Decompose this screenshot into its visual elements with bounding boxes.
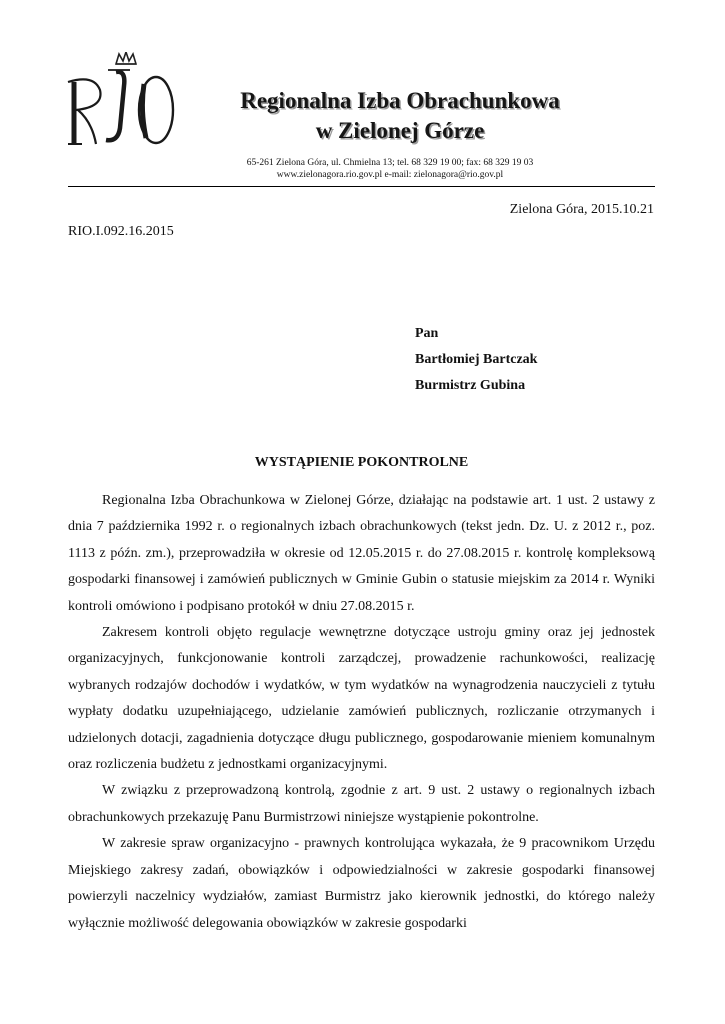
document-date: Zielona Góra, 2015.10.21	[509, 202, 654, 217]
paragraph: Regionalna Izba Obrachunkowa w Zielonej Górze, działając na podstawie art. 1 ust. 2 ustawy z dnia 7 października 1992 r. o regionalnych izbach obrachunkowych (tekst jedn. Dz. U. z 2012 r., poz. 1113 z późn. zm.), przeprowadziła w okresie od 12.05.2015 r. do 27.08.2015 r. kontrolę kompleksową gospodarki finansowej i zamówień publicznych w Gminie Gubin o statusie miejskim za 2014 r. Wyniki kontroli omówiono i podpisano protokół w dniu 27.08.2015 r.	[68, 493, 655, 614]
document-title: WYSTĄPIENIE POKONTROLNE	[254, 455, 469, 470]
paragraph: W zakresie spraw organizacyjno - prawnych kontrolująca wykazała, że 9 pracownikom Urzędu Miejskiego zakresy zadań, obowiązków i odpowiedzialności w zakresie gospodarki finansowej powierzyli naczelnicy wydziałów, zamiast Burmistrz jako kierownik jednostki, do którego należy wyłącznie możliwość delegowania obowiązków w zakresie gospodarki	[68, 836, 655, 931]
logo-text: RIO	[64, 52, 66, 53]
contact-address: 65-261 Zielona Góra, ul. Chmielna 13; tel. 68 329 19 00; fax: 68 329 19 03	[246, 158, 534, 168]
org-name-line2: w Zielonej Górze	[315, 118, 485, 143]
crown-icon	[116, 52, 136, 64]
document-body	[68, 488, 655, 937]
paragraph: W związku z przeprowadzoną kontrolą, zgodnie z art. 9 ust. 2 ustawy o regionalnych izbach obrachunkowych przekazuję Panu Burmistrzowi niniejsze wystąpienie pokontrolne.	[68, 783, 655, 825]
recipient-name: Bartłomiej Bartczak	[415, 352, 538, 367]
rio-logo	[64, 52, 184, 152]
org-name-line1: Regionalna Izba Obrachunkowa	[240, 88, 560, 113]
recipient-salutation: Pan	[415, 326, 439, 341]
header-divider	[68, 186, 655, 187]
paragraph: Zakresem kontroli objęto regulacje wewnętrzne dotyczące ustroju gminy oraz jej jednostek organizacyjnych, funkcjonowanie kontroli zarządczej, prowadzenie rachunkowości, realizację wybranych rodzajów dochodów i wydatków, w tym wydatków na wynagrodzenia nauczycieli z tytułu wypłaty dodatku uzupełniającego, udzielanie zamówień publicznych, rozliczanie otrzymanych i udzielonych dotacji, zagadnienia dotyczące długu publicznego, gospodarowanie mieniem komunalnym oraz rozliczenia budżetu z jednostkami organizacyjnymi.	[68, 625, 655, 773]
recipient-position: Burmistrz Gubina	[415, 378, 526, 393]
reference-number: RIO.I.092.16.2015	[68, 224, 174, 239]
contact-web: www.zielonagora.rio.gov.pl e-mail: zielonagora@rio.gov.pl	[276, 170, 504, 180]
